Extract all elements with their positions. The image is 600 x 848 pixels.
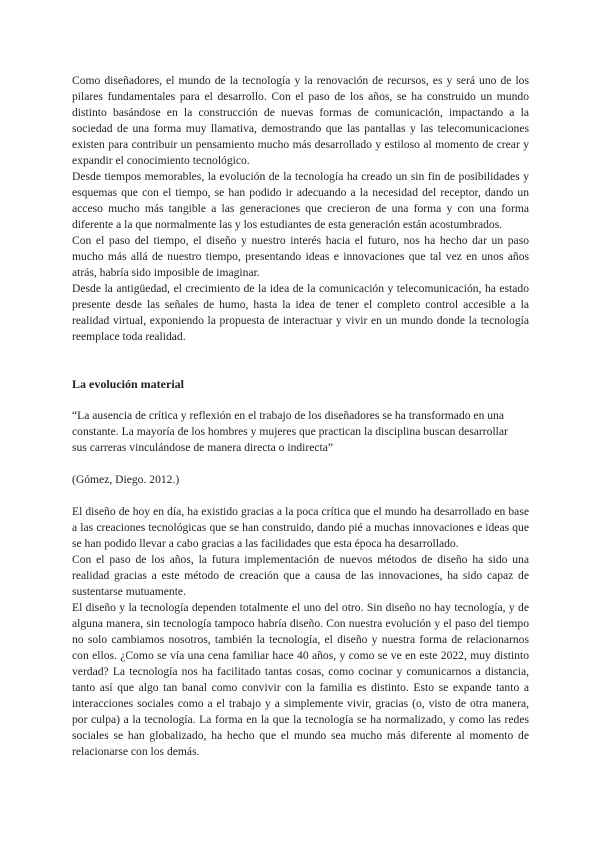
intro-paragraph-1: Como diseñadores, el mundo de la tecnología y la renovación de recursos, es y será uno de los pilares fundamentales para el desarrollo. Con el paso de los años, se ha construido un mundo distinto basándose en la construcción de nuevas formas de comunicación, impactando a la sociedad de una forma muy llamativa, demostrando que las pantallas y las telecomunicaciones existen para contribuir un pensamiento mucho más desarrollado y estiloso al momento de crear y expandir el conocimiento tecnológico. [72,74,529,167]
intro-paragraph-4: Desde la antigüedad, el crecimiento de la idea de la comunicación y telecomunicación, ha estado presente desde las señales de humo, hasta la idea de tener el completo control accesible a la realidad virtual, exponiendo la propuesta de interactuar y vivir en un mundo donde la tecnología reemplace toda realidad. [72,282,529,343]
intro-section [72,73,529,345]
section-quote: “La ausencia de crítica y reflexión en el trabajo de los diseñadores se ha transformado en una constante. La mayoría de los hombres y mujeres que practican la disciplina buscan desarrollar sus carreras vinculándose de manera directa o indirecta” [72,409,508,454]
quote-citation: (Gómez, Diego. 2012.) [72,473,180,486]
quote-block [72,408,529,456]
body-section [72,504,529,760]
section-heading: La evolución material [72,377,184,391]
intro-paragraph-2: Desde tiempos memorables, la evolución de la tecnología ha creado un sin fin de posibilidades y esquemas que con el tiempo, se han podido ir adecuando a la necesidad del receptor, dando un acceso mucho más tangible a las generaciones que crecieron de una forma y con una forma diferente a la que normalmente las y los estudiantes de esta generación están acostumbrados. [72,170,529,231]
body-paragraph-3: El diseño y la tecnología dependen totalmente el uno del otro. Sin diseño no hay tecnología, y de alguna manera, sin tecnología tampoco habría diseño. Con nuestra evolución y el paso del tiempo no solo cambiamos nosotros, también la tecnología, el diseño y nuestra forma de relacionarnos con ellos. ¿Como se vía una cena familiar hace 40 años, y como se ve en este 2022, muy distinto verdad? La tecnología nos ha facilitado tantas cosas, como cocinar y comunicarnos a distancia, tanto así que algo tan banal como convivir con la familia es distinto. Esto se expande tanto a interacciones sociales como a el trabajo y a simplemente vivir, gracias (o, visto de otra manera, por culpa) a la tecnología. La forma en la que la tecnología se ha normalizado, y como las redes sociales se han globalizado, ha hecho que el mundo sea mucho más diferente al momento de relacionarse con los demás. [72,601,529,758]
citation-block [72,472,529,488]
body-paragraph-1: El diseño de hoy en día, ha existido gracias a la poca crítica que el mundo ha desarrollado en base a las creaciones tecnológicas que se han construido, dando pié a muchas innovaciones e ideas que se han podido llevar a cabo gracias a las facilidades que esta época ha desarrollado. [72,505,529,550]
body-paragraph-2: Con el paso de los años, la futura implementación de nuevos métodos de diseño ha sido una realidad gracias a este método de creación que a causa de las innovaciones, ha sido capaz de sustentarse mutuamente. [72,553,529,598]
intro-paragraph-3: Con el paso del tiempo, el diseño y nuestro interés hacia el futuro, nos ha hecho dar un paso mucho más allá de nuestro tiempo, presentando ideas e innovaciones que tal vez en unos años atrás, habría sido imposible de imaginar. [72,234,529,279]
section-heading-block [72,376,529,392]
